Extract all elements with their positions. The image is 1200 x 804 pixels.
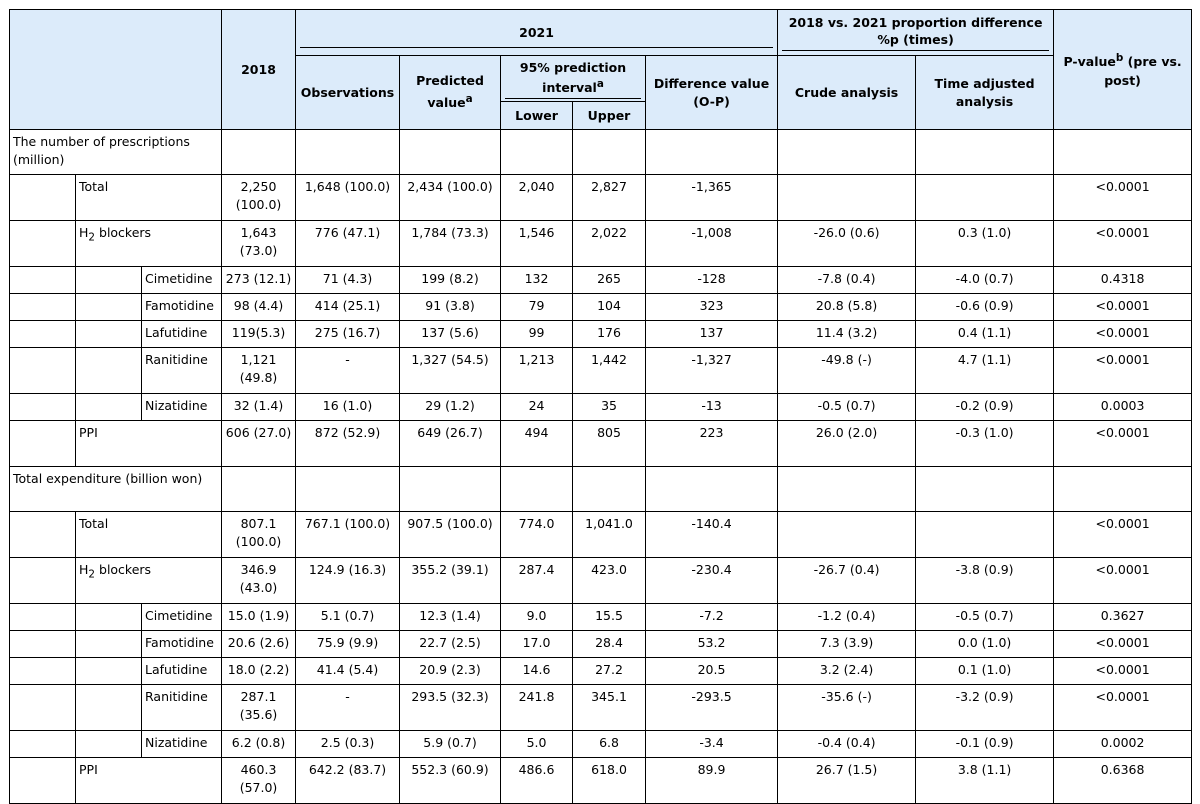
cell-diff: -230.4 [646,558,778,604]
cell-upper: 6.8 [573,731,646,758]
row-label: Lafutidine [142,321,222,348]
indent-cell [10,294,76,321]
cell-crude: -0.4 (0.4) [778,731,916,758]
cell-adj [916,175,1054,221]
cell-obs: 2.5 (0.3) [296,731,400,758]
empty-cell [916,130,1054,175]
row-label: Cimetidine [142,267,222,294]
cell-crude: 3.2 (2.4) [778,658,916,685]
cell-crude: -26.7 (0.4) [778,558,916,604]
row-label: Nizatidine [142,731,222,758]
cell-adj: -0.1 (0.9) [916,731,1054,758]
cell-lower: 494 [501,421,573,467]
row-label: Ranitidine [142,685,222,731]
indent-cell [10,604,76,631]
indent-cell [10,512,76,558]
cell-adj: -3.2 (0.9) [916,685,1054,731]
cell-v2018: 98 (4.4) [222,294,296,321]
cell-p: <0.0001 [1054,175,1192,221]
indent-cell [10,558,76,604]
cell-diff: -7.2 [646,604,778,631]
section-header-row [10,130,1192,175]
cell-pred: 20.9 (2.3) [400,658,501,685]
cell-lower: 24 [501,394,573,421]
cell-p: <0.0001 [1054,348,1192,394]
cell-crude [778,175,916,221]
cell-p: <0.0001 [1054,294,1192,321]
empty-cell [501,467,573,512]
cell-lower: 132 [501,267,573,294]
header-crude: Crude analysis [778,56,916,130]
table-row [10,558,1192,604]
cell-v2018: 6.2 (0.8) [222,731,296,758]
cell-pred: 199 (8.2) [400,267,501,294]
header-diff-group [778,10,1054,56]
indent-cell [76,348,142,394]
indent-cell [10,421,76,467]
cell-pred: 91 (3.8) [400,294,501,321]
cell-pred: 293.5 (32.3) [400,685,501,731]
cell-adj: 0.1 (1.0) [916,658,1054,685]
cell-lower: 14.6 [501,658,573,685]
empty-cell [916,467,1054,512]
header-time-adjusted: Time adjusted analysis [916,56,1054,130]
cell-upper: 104 [573,294,646,321]
header-lower: Lower [501,102,573,130]
indent-cell [10,758,76,804]
indent-cell [10,175,76,221]
empty-cell [296,467,400,512]
indent-cell [10,658,76,685]
table-row [10,175,1192,221]
cell-diff: -293.5 [646,685,778,731]
cell-crude: 7.3 (3.9) [778,631,916,658]
row-label: Total [76,512,222,558]
header-pi: 95% prediction interval$^a$ [501,56,646,102]
cell-upper: 27.2 [573,658,646,685]
cell-adj: -4.0 (0.7) [916,267,1054,294]
row-label: Ranitidine [142,348,222,394]
cell-p: <0.0001 [1054,685,1192,731]
cell-crude: 26.0 (2.0) [778,421,916,467]
header-2021-label: 2021 [300,18,773,48]
cell-crude: 20.8 (5.8) [778,294,916,321]
cell-pred: 137 (5.6) [400,321,501,348]
cell-upper: 35 [573,394,646,421]
indent-cell [10,321,76,348]
table-row [10,731,1192,758]
cell-v2018: 1,643 (73.0) [222,221,296,267]
cell-diff: -3.4 [646,731,778,758]
cell-pred: 1,784 (73.3) [400,221,501,267]
indent-cell [10,267,76,294]
section-title: Total expenditure (billion won) [10,467,222,512]
cell-v2018: 606 (27.0) [222,421,296,467]
indent-cell [10,221,76,267]
header-difference: Difference value (O-P) [646,56,778,130]
cell-diff: 323 [646,294,778,321]
table-row [10,348,1192,394]
cell-p: <0.0001 [1054,221,1192,267]
cell-lower: 79 [501,294,573,321]
row-label: PPI [76,421,222,467]
cell-obs: 5.1 (0.7) [296,604,400,631]
cell-pred: 552.3 (60.9) [400,758,501,804]
table-row [10,658,1192,685]
row-label: PPI [76,758,222,804]
header-observations: Observations [296,56,400,130]
cell-v2018: 1,121 (49.8) [222,348,296,394]
cell-v2018: 460.3 (57.0) [222,758,296,804]
cell-diff: 89.9 [646,758,778,804]
row-label: $H_2$ blockers [76,558,222,604]
table-row [10,685,1192,731]
cell-upper: 805 [573,421,646,467]
table-body [10,130,1192,804]
cell-lower: 774.0 [501,512,573,558]
cell-v2018: 15.0 (1.9) [222,604,296,631]
indent-cell [76,321,142,348]
cell-pred: 907.5 (100.0) [400,512,501,558]
table-row [10,758,1192,804]
cell-adj: 4.7 (1.1) [916,348,1054,394]
cell-pred: 12.3 (1.4) [400,604,501,631]
cell-crude: 11.4 (3.2) [778,321,916,348]
cell-diff: 223 [646,421,778,467]
cell-obs: 642.2 (83.7) [296,758,400,804]
empty-cell [778,467,916,512]
cell-adj: 0.3 (1.0) [916,221,1054,267]
cell-upper: 618.0 [573,758,646,804]
indent-cell [76,394,142,421]
cell-crude: -26.0 (0.6) [778,221,916,267]
cell-crude: 26.7 (1.5) [778,758,916,804]
cell-pred: 355.2 (39.1) [400,558,501,604]
indent-cell [10,394,76,421]
cell-crude: -0.5 (0.7) [778,394,916,421]
cell-p: <0.0001 [1054,512,1192,558]
indent-cell [76,731,142,758]
cell-p: <0.0001 [1054,658,1192,685]
cell-upper: 28.4 [573,631,646,658]
cell-adj: 0.0 (1.0) [916,631,1054,658]
cell-upper: 423.0 [573,558,646,604]
row-label: Cimetidine [142,604,222,631]
cell-obs: 71 (4.3) [296,267,400,294]
table-row [10,221,1192,267]
cell-lower: 1,546 [501,221,573,267]
table-row [10,321,1192,348]
cell-adj: -0.3 (1.0) [916,421,1054,467]
table-row [10,604,1192,631]
cell-diff: -1,008 [646,221,778,267]
table-row [10,512,1192,558]
table-row [10,267,1192,294]
indent-cell [10,685,76,731]
cell-p: <0.0001 [1054,558,1192,604]
empty-cell [400,467,501,512]
cell-diff: -128 [646,267,778,294]
row-label: Total [76,175,222,221]
cell-obs: 16 (1.0) [296,394,400,421]
table-row [10,394,1192,421]
cell-p: 0.3627 [1054,604,1192,631]
cell-adj: -0.2 (0.9) [916,394,1054,421]
header-2021 [296,10,778,56]
empty-cell [573,467,646,512]
cell-v2018: 273 (12.1) [222,267,296,294]
cell-v2018: 32 (1.4) [222,394,296,421]
cell-upper: 176 [573,321,646,348]
table-row [10,294,1192,321]
cell-obs: - [296,348,400,394]
empty-cell [501,130,573,175]
cell-crude: -1.2 (0.4) [778,604,916,631]
empty-cell [1054,130,1192,175]
cell-diff: 137 [646,321,778,348]
cell-p: 0.0002 [1054,731,1192,758]
cell-diff: -1,327 [646,348,778,394]
results-table [9,9,1192,804]
cell-v2018: 18.0 (2.2) [222,658,296,685]
indent-cell [10,631,76,658]
cell-lower: 99 [501,321,573,348]
cell-v2018: 119(5.3) [222,321,296,348]
cell-p: <0.0001 [1054,421,1192,467]
indent-cell [76,294,142,321]
empty-cell [222,467,296,512]
cell-adj: -3.8 (0.9) [916,558,1054,604]
empty-cell [646,467,778,512]
cell-obs: 124.9 (16.3) [296,558,400,604]
cell-obs: 75.9 (9.9) [296,631,400,658]
indent-cell [10,348,76,394]
cell-obs: 776 (47.1) [296,221,400,267]
cell-obs: 414 (25.1) [296,294,400,321]
cell-v2018: 2,250 (100.0) [222,175,296,221]
cell-pred: 2,434 (100.0) [400,175,501,221]
row-label: Famotidine [142,631,222,658]
cell-diff: -1,365 [646,175,778,221]
empty-cell [646,130,778,175]
cell-upper: 345.1 [573,685,646,731]
indent-cell [76,658,142,685]
cell-crude: -7.8 (0.4) [778,267,916,294]
indent-cell [10,731,76,758]
cell-crude [778,512,916,558]
empty-cell [296,130,400,175]
cell-p: 0.0003 [1054,394,1192,421]
cell-lower: 17.0 [501,631,573,658]
cell-upper: 15.5 [573,604,646,631]
header-diff-group-label: 2018 vs. 2021 proportion difference %p (times) [782,14,1049,51]
cell-obs: 41.4 (5.4) [296,658,400,685]
cell-diff: 53.2 [646,631,778,658]
cell-adj: 0.4 (1.1) [916,321,1054,348]
empty-cell [222,130,296,175]
cell-adj: -0.5 (0.7) [916,604,1054,631]
empty-cell [778,130,916,175]
cell-p: 0.6368 [1054,758,1192,804]
cell-v2018: 346.9 (43.0) [222,558,296,604]
cell-obs: 767.1 (100.0) [296,512,400,558]
cell-adj: 3.8 (1.1) [916,758,1054,804]
indent-cell [76,685,142,731]
cell-obs: 1,648 (100.0) [296,175,400,221]
cell-pred: 649 (26.7) [400,421,501,467]
row-label: $H_2$ blockers [76,221,222,267]
cell-diff: 20.5 [646,658,778,685]
cell-upper: 2,827 [573,175,646,221]
cell-lower: 2,040 [501,175,573,221]
cell-p: <0.0001 [1054,631,1192,658]
table-header [10,10,1192,130]
cell-adj: -0.6 (0.9) [916,294,1054,321]
cell-lower: 5.0 [501,731,573,758]
cell-upper: 2,022 [573,221,646,267]
cell-obs: 275 (16.7) [296,321,400,348]
cell-v2018: 20.6 (2.6) [222,631,296,658]
cell-crude: -49.8 (-) [778,348,916,394]
row-label: Nizatidine [142,394,222,421]
empty-cell [573,130,646,175]
cell-pred: 22.7 (2.5) [400,631,501,658]
cell-pred: 29 (1.2) [400,394,501,421]
cell-obs: - [296,685,400,731]
header-pvalue: P-value$^b$ (pre vs. post) [1054,10,1192,130]
empty-cell [1054,467,1192,512]
cell-diff: -13 [646,394,778,421]
cell-obs: 872 (52.9) [296,421,400,467]
cell-adj [916,512,1054,558]
section-title: The number of prescriptions (million) [10,130,222,175]
table-row [10,421,1192,467]
header-predicted: Predicted value$^a$ [400,56,501,130]
cell-p: 0.4318 [1054,267,1192,294]
cell-crude: -35.6 (-) [778,685,916,731]
cell-upper: 1,442 [573,348,646,394]
cell-upper: 1,041.0 [573,512,646,558]
indent-cell [76,604,142,631]
row-label: Famotidine [142,294,222,321]
cell-v2018: 287.1 (35.6) [222,685,296,731]
cell-upper: 265 [573,267,646,294]
header-blank [10,10,222,130]
row-label: Lafutidine [142,658,222,685]
cell-lower: 287.4 [501,558,573,604]
indent-cell [76,631,142,658]
section-header-row [10,467,1192,512]
cell-lower: 486.6 [501,758,573,804]
cell-v2018: 807.1 (100.0) [222,512,296,558]
table-row [10,631,1192,658]
header-upper: Upper [573,102,646,130]
cell-pred: 1,327 (54.5) [400,348,501,394]
cell-lower: 1,213 [501,348,573,394]
cell-lower: 241.8 [501,685,573,731]
cell-lower: 9.0 [501,604,573,631]
cell-p: <0.0001 [1054,321,1192,348]
header-2018: 2018 [222,10,296,130]
empty-cell [400,130,501,175]
cell-pred: 5.9 (0.7) [400,731,501,758]
cell-diff: -140.4 [646,512,778,558]
indent-cell [76,267,142,294]
